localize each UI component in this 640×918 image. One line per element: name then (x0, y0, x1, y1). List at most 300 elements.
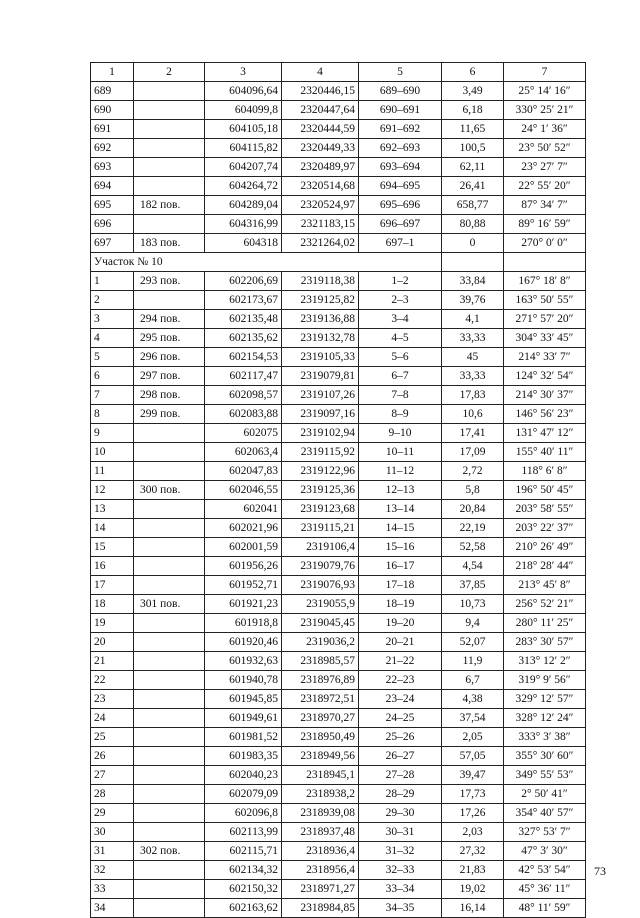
length-cell: 39,47 (442, 766, 504, 785)
bearing-cell: 48° 11′ 59″ (504, 899, 586, 918)
x-coordinate-cell: 604316,99 (205, 215, 282, 234)
segment-cell: 16–17 (359, 557, 442, 576)
x-coordinate-cell: 604318 (205, 234, 282, 253)
segment-cell: 17–18 (359, 576, 442, 595)
length-cell: 9,4 (442, 614, 504, 633)
length-cell: 10,6 (442, 405, 504, 424)
y-coordinate-cell: 2319122,96 (282, 462, 359, 481)
turn-point-cell (134, 158, 205, 177)
turn-point-cell: 299 пов. (134, 405, 205, 424)
y-coordinate-cell: 2321183,15 (282, 215, 359, 234)
segment-cell: 10–11 (359, 443, 442, 462)
y-coordinate-cell: 2320447,64 (282, 101, 359, 120)
y-coordinate-cell: 2318971,27 (282, 880, 359, 899)
length-cell: 39,76 (442, 291, 504, 310)
turn-point-cell (134, 424, 205, 443)
table-row (91, 576, 586, 595)
table-row (91, 386, 586, 405)
turn-point-cell: 302 пов. (134, 842, 205, 861)
x-coordinate-cell: 601940,78 (205, 671, 282, 690)
segment-cell: 20–21 (359, 633, 442, 652)
segment-cell: 693–694 (359, 158, 442, 177)
y-coordinate-cell: 2318938,2 (282, 785, 359, 804)
turn-point-cell (134, 614, 205, 633)
length-cell: 17,41 (442, 424, 504, 443)
segment-cell: 4–5 (359, 329, 442, 348)
bearing-cell: 355° 30′ 60″ (504, 747, 586, 766)
turn-point-cell (134, 177, 205, 196)
y-coordinate-cell: 2318956,4 (282, 861, 359, 880)
point-number-cell: 33 (91, 880, 134, 899)
point-number-cell: 24 (91, 709, 134, 728)
length-cell: 21,83 (442, 861, 504, 880)
bearing-cell: 131° 47′ 12″ (504, 424, 586, 443)
turn-point-cell (134, 82, 205, 101)
turn-point-cell (134, 690, 205, 709)
point-number-cell: 692 (91, 139, 134, 158)
turn-point-cell (134, 120, 205, 139)
bearing-cell: 47° 3′ 30″ (504, 842, 586, 861)
turn-point-cell: 298 пов. (134, 386, 205, 405)
bearing-cell: 118° 6′ 8″ (504, 462, 586, 481)
table-row (91, 177, 586, 196)
table-row (91, 215, 586, 234)
point-number-cell: 19 (91, 614, 134, 633)
length-cell: 658,77 (442, 196, 504, 215)
x-coordinate-cell: 604289,04 (205, 196, 282, 215)
segment-cell: 31–32 (359, 842, 442, 861)
table-row (91, 842, 586, 861)
turn-point-cell (134, 519, 205, 538)
y-coordinate-cell: 2318972,51 (282, 690, 359, 709)
bearing-cell: 304° 33′ 45″ (504, 329, 586, 348)
y-coordinate-cell: 2318949,56 (282, 747, 359, 766)
table-row (91, 899, 586, 918)
point-number-cell: 20 (91, 633, 134, 652)
length-cell: 45 (442, 348, 504, 367)
turn-point-cell: 182 пов. (134, 196, 205, 215)
segment-cell: 14–15 (359, 519, 442, 538)
bearing-cell: 328° 12′ 24″ (504, 709, 586, 728)
turn-point-cell (134, 215, 205, 234)
length-cell: 17,09 (442, 443, 504, 462)
length-cell: 33,33 (442, 329, 504, 348)
point-number-cell: 695 (91, 196, 134, 215)
y-coordinate-cell: 2319125,82 (282, 291, 359, 310)
x-coordinate-cell: 602001,59 (205, 538, 282, 557)
point-number-cell: 12 (91, 481, 134, 500)
y-coordinate-cell: 2319079,81 (282, 367, 359, 386)
bearing-cell: 329° 12′ 57″ (504, 690, 586, 709)
segment-cell: 29–30 (359, 804, 442, 823)
point-number-cell: 4 (91, 329, 134, 348)
length-cell: 22,19 (442, 519, 504, 538)
x-coordinate-cell: 601981,52 (205, 728, 282, 747)
point-number-cell: 5 (91, 348, 134, 367)
bearing-cell: 280° 11′ 25″ (504, 614, 586, 633)
turn-point-cell: 300 пов. (134, 481, 205, 500)
turn-point-cell (134, 671, 205, 690)
point-number-cell: 26 (91, 747, 134, 766)
table-row (91, 652, 586, 671)
turn-point-cell (134, 557, 205, 576)
point-number-cell: 14 (91, 519, 134, 538)
x-coordinate-cell: 602083,88 (205, 405, 282, 424)
turn-point-cell (134, 823, 205, 842)
x-coordinate-cell: 601952,71 (205, 576, 282, 595)
point-number-cell: 6 (91, 367, 134, 386)
segment-cell: 5–6 (359, 348, 442, 367)
segment-cell: 32–33 (359, 861, 442, 880)
x-coordinate-cell: 601949,61 (205, 709, 282, 728)
segment-cell: 24–25 (359, 709, 442, 728)
segment-cell: 33–34 (359, 880, 442, 899)
bearing-cell: 354° 40′ 57″ (504, 804, 586, 823)
table-row (91, 196, 586, 215)
point-number-cell: 691 (91, 120, 134, 139)
x-coordinate-cell: 602113,99 (205, 823, 282, 842)
point-number-cell: 696 (91, 215, 134, 234)
length-cell: 17,73 (442, 785, 504, 804)
turn-point-cell (134, 709, 205, 728)
segment-cell: 27–28 (359, 766, 442, 785)
x-coordinate-cell: 602154,53 (205, 348, 282, 367)
turn-point-cell (134, 728, 205, 747)
bearing-cell: 87° 34′ 7″ (504, 196, 586, 215)
bearing-cell: 256° 52′ 21″ (504, 595, 586, 614)
y-coordinate-cell: 2318939,08 (282, 804, 359, 823)
segment-cell: 695–696 (359, 196, 442, 215)
y-coordinate-cell: 2319132,78 (282, 329, 359, 348)
segment-cell: 12–13 (359, 481, 442, 500)
bearing-cell: 349° 55′ 53″ (504, 766, 586, 785)
y-coordinate-cell: 2321264,02 (282, 234, 359, 253)
table-row (91, 367, 586, 386)
bearing-cell: 42° 53′ 54″ (504, 861, 586, 880)
length-cell: 52,07 (442, 633, 504, 652)
point-number-cell: 13 (91, 500, 134, 519)
x-coordinate-cell: 604099,8 (205, 101, 282, 120)
point-number-cell: 31 (91, 842, 134, 861)
segment-cell: 696–697 (359, 215, 442, 234)
point-number-cell: 693 (91, 158, 134, 177)
y-coordinate-cell: 2319115,21 (282, 519, 359, 538)
point-number-cell: 28 (91, 785, 134, 804)
table-body (91, 63, 586, 918)
length-cell: 4,38 (442, 690, 504, 709)
point-number-cell: 1 (91, 272, 134, 291)
y-coordinate-cell: 2319079,76 (282, 557, 359, 576)
length-cell: 2,03 (442, 823, 504, 842)
bearing-cell: 283° 30′ 57″ (504, 633, 586, 652)
bearing-cell: 214° 33′ 7″ (504, 348, 586, 367)
bearing-cell: 163° 50′ 55″ (504, 291, 586, 310)
table-row (91, 310, 586, 329)
x-coordinate-cell: 602096,8 (205, 804, 282, 823)
header-cell: 1 (91, 63, 134, 82)
segment-cell: 694–695 (359, 177, 442, 196)
table-row (91, 633, 586, 652)
table-row (91, 234, 586, 253)
length-cell: 37,54 (442, 709, 504, 728)
bearing-cell: 213° 45′ 8″ (504, 576, 586, 595)
y-coordinate-cell: 2320446,15 (282, 82, 359, 101)
point-number-cell: 18 (91, 595, 134, 614)
y-coordinate-cell: 2319045,45 (282, 614, 359, 633)
point-number-cell: 17 (91, 576, 134, 595)
x-coordinate-cell: 602150,32 (205, 880, 282, 899)
section-title: Участок № 10 (91, 253, 442, 272)
point-number-cell: 697 (91, 234, 134, 253)
point-number-cell: 3 (91, 310, 134, 329)
length-cell: 17,83 (442, 386, 504, 405)
header-cell: 2 (134, 63, 205, 82)
length-cell: 62,11 (442, 158, 504, 177)
table-row (91, 348, 586, 367)
bearing-cell: 203° 58′ 55″ (504, 500, 586, 519)
y-coordinate-cell: 2319102,94 (282, 424, 359, 443)
turn-point-cell (134, 899, 205, 918)
x-coordinate-cell: 601956,26 (205, 557, 282, 576)
length-cell: 33,84 (442, 272, 504, 291)
table-row (91, 158, 586, 177)
point-number-cell: 22 (91, 671, 134, 690)
table-row (91, 443, 586, 462)
x-coordinate-cell: 601983,35 (205, 747, 282, 766)
x-coordinate-cell: 604115,82 (205, 139, 282, 158)
x-coordinate-cell: 602098,57 (205, 386, 282, 405)
y-coordinate-cell: 2319055,9 (282, 595, 359, 614)
y-coordinate-cell: 2318970,27 (282, 709, 359, 728)
point-number-cell: 32 (91, 861, 134, 880)
table-row (91, 728, 586, 747)
table-row (91, 595, 586, 614)
turn-point-cell: 293 пов. (134, 272, 205, 291)
point-number-cell: 2 (91, 291, 134, 310)
length-cell: 3,49 (442, 82, 504, 101)
segment-cell: 692–693 (359, 139, 442, 158)
turn-point-cell: 295 пов. (134, 329, 205, 348)
x-coordinate-cell: 602040,23 (205, 766, 282, 785)
length-cell: 11,9 (442, 652, 504, 671)
bearing-cell: 167° 18′ 8″ (504, 272, 586, 291)
coordinates-table (90, 62, 586, 918)
y-coordinate-cell: 2320514,68 (282, 177, 359, 196)
segment-cell: 6–7 (359, 367, 442, 386)
x-coordinate-cell: 602047,83 (205, 462, 282, 481)
x-coordinate-cell: 601945,85 (205, 690, 282, 709)
bearing-cell: 218° 28′ 44″ (504, 557, 586, 576)
y-coordinate-cell: 2319106,4 (282, 538, 359, 557)
length-cell: 52,58 (442, 538, 504, 557)
x-coordinate-cell: 602041 (205, 500, 282, 519)
x-coordinate-cell: 604105,18 (205, 120, 282, 139)
x-coordinate-cell: 604096,64 (205, 82, 282, 101)
bearing-cell: 271° 57′ 20″ (504, 310, 586, 329)
turn-point-cell: 297 пов. (134, 367, 205, 386)
point-number-cell: 34 (91, 899, 134, 918)
table-row (91, 671, 586, 690)
point-number-cell: 689 (91, 82, 134, 101)
turn-point-cell (134, 443, 205, 462)
segment-cell: 689–690 (359, 82, 442, 101)
turn-point-cell (134, 500, 205, 519)
table-row (91, 424, 586, 443)
turn-point-cell (134, 576, 205, 595)
length-cell: 80,88 (442, 215, 504, 234)
turn-point-cell: 296 пов. (134, 348, 205, 367)
table-row (91, 329, 586, 348)
y-coordinate-cell: 2320489,97 (282, 158, 359, 177)
segment-cell: 8–9 (359, 405, 442, 424)
length-cell: 11,65 (442, 120, 504, 139)
length-cell: 37,85 (442, 576, 504, 595)
table-row (91, 804, 586, 823)
length-cell: 19,02 (442, 880, 504, 899)
segment-cell: 18–19 (359, 595, 442, 614)
table-row (91, 614, 586, 633)
bearing-cell: 23° 50′ 52″ (504, 139, 586, 158)
segment-cell: 26–27 (359, 747, 442, 766)
x-coordinate-cell: 601918,8 (205, 614, 282, 633)
length-cell: 20,84 (442, 500, 504, 519)
length-cell: 6,7 (442, 671, 504, 690)
y-coordinate-cell: 2319076,93 (282, 576, 359, 595)
table-row (91, 101, 586, 120)
point-number-cell: 694 (91, 177, 134, 196)
length-cell: 33,33 (442, 367, 504, 386)
length-cell: 17,26 (442, 804, 504, 823)
table-row (91, 861, 586, 880)
point-number-cell: 690 (91, 101, 134, 120)
section-row (91, 253, 586, 272)
point-number-cell: 30 (91, 823, 134, 842)
turn-point-cell: 301 пов. (134, 595, 205, 614)
table-row (91, 120, 586, 139)
point-number-cell: 16 (91, 557, 134, 576)
turn-point-cell (134, 633, 205, 652)
table-row (91, 557, 586, 576)
bearing-cell: 270° 0′ 0″ (504, 234, 586, 253)
bearing-cell: 25° 14′ 16″ (504, 82, 586, 101)
y-coordinate-cell: 2320444,59 (282, 120, 359, 139)
empty-cell (504, 253, 586, 272)
turn-point-cell (134, 747, 205, 766)
y-coordinate-cell: 2318937,48 (282, 823, 359, 842)
segment-cell: 23–24 (359, 690, 442, 709)
turn-point-cell (134, 785, 205, 804)
length-cell: 26,41 (442, 177, 504, 196)
segment-cell: 25–26 (359, 728, 442, 747)
bearing-cell: 327° 53′ 7″ (504, 823, 586, 842)
segment-cell: 697–1 (359, 234, 442, 253)
length-cell: 27,32 (442, 842, 504, 861)
point-number-cell: 25 (91, 728, 134, 747)
point-number-cell: 29 (91, 804, 134, 823)
segment-cell: 30–31 (359, 823, 442, 842)
length-cell: 57,05 (442, 747, 504, 766)
table-row (91, 519, 586, 538)
x-coordinate-cell: 604264,72 (205, 177, 282, 196)
header-cell: 4 (282, 63, 359, 82)
length-cell: 2,05 (442, 728, 504, 747)
x-coordinate-cell: 602021,96 (205, 519, 282, 538)
table-row (91, 405, 586, 424)
segment-cell: 691–692 (359, 120, 442, 139)
bearing-cell: 196° 50′ 45″ (504, 481, 586, 500)
segment-cell: 11–12 (359, 462, 442, 481)
segment-cell: 21–22 (359, 652, 442, 671)
table-row (91, 462, 586, 481)
segment-cell: 9–10 (359, 424, 442, 443)
header-cell: 6 (442, 63, 504, 82)
y-coordinate-cell: 2319118,38 (282, 272, 359, 291)
length-cell: 0 (442, 234, 504, 253)
bearing-cell: 23° 27′ 7″ (504, 158, 586, 177)
y-coordinate-cell: 2318985,57 (282, 652, 359, 671)
table-row (91, 766, 586, 785)
bearing-cell: 330° 25′ 21″ (504, 101, 586, 120)
length-cell: 4,54 (442, 557, 504, 576)
y-coordinate-cell: 2320449,33 (282, 139, 359, 158)
turn-point-cell (134, 880, 205, 899)
turn-point-cell (134, 538, 205, 557)
x-coordinate-cell: 602079,09 (205, 785, 282, 804)
point-number-cell: 23 (91, 690, 134, 709)
y-coordinate-cell: 2319036,2 (282, 633, 359, 652)
segment-cell: 13–14 (359, 500, 442, 519)
length-cell: 2,72 (442, 462, 504, 481)
x-coordinate-cell: 602046,55 (205, 481, 282, 500)
length-cell: 10,73 (442, 595, 504, 614)
table-row (91, 785, 586, 804)
length-cell: 4,1 (442, 310, 504, 329)
bearing-cell: 333° 3′ 38″ (504, 728, 586, 747)
bearing-cell: 146° 56′ 23″ (504, 405, 586, 424)
bearing-cell: 210° 26′ 49″ (504, 538, 586, 557)
page-number: 73 (594, 864, 606, 878)
segment-cell: 1–2 (359, 272, 442, 291)
segment-cell: 28–29 (359, 785, 442, 804)
turn-point-cell (134, 291, 205, 310)
x-coordinate-cell: 602173,67 (205, 291, 282, 310)
point-number-cell: 21 (91, 652, 134, 671)
turn-point-cell (134, 766, 205, 785)
table-row (91, 880, 586, 899)
table-row (91, 500, 586, 519)
x-coordinate-cell: 602206,69 (205, 272, 282, 291)
y-coordinate-cell: 2318976,89 (282, 671, 359, 690)
turn-point-cell (134, 101, 205, 120)
segment-cell: 22–23 (359, 671, 442, 690)
segment-cell: 690–691 (359, 101, 442, 120)
x-coordinate-cell: 604207,74 (205, 158, 282, 177)
length-cell: 6,18 (442, 101, 504, 120)
length-cell: 5,8 (442, 481, 504, 500)
point-number-cell: 15 (91, 538, 134, 557)
x-coordinate-cell: 602135,48 (205, 310, 282, 329)
y-coordinate-cell: 2318936,4 (282, 842, 359, 861)
turn-point-cell (134, 462, 205, 481)
header-cell: 3 (205, 63, 282, 82)
y-coordinate-cell: 2318945,1 (282, 766, 359, 785)
y-coordinate-cell: 2319123,68 (282, 500, 359, 519)
turn-point-cell (134, 139, 205, 158)
empty-cell (442, 253, 504, 272)
x-coordinate-cell: 601932,63 (205, 652, 282, 671)
x-coordinate-cell: 602075 (205, 424, 282, 443)
segment-cell: 15–16 (359, 538, 442, 557)
